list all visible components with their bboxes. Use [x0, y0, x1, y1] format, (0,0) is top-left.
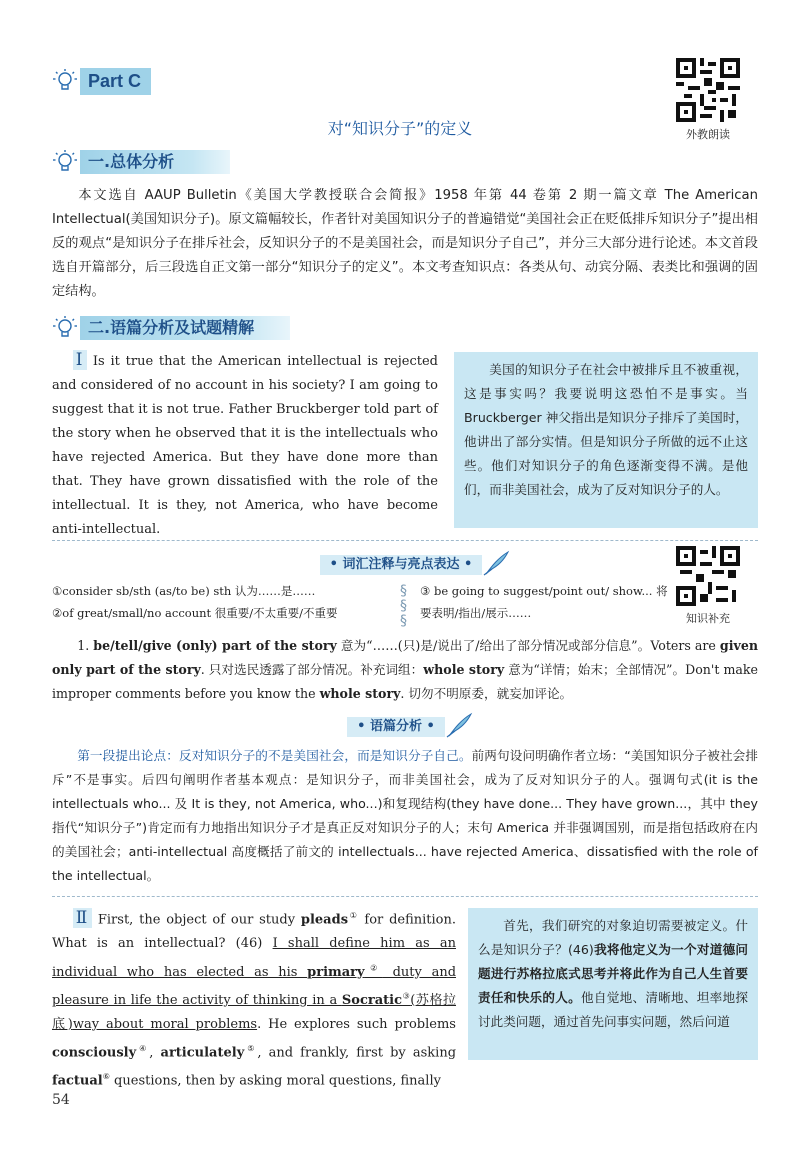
para1-text	[52, 350, 438, 542]
para1-body: Is it true that the American intellectual is rejected and considered of no account in his society? I am going to suggest that it is not true. Father Bruckberger told part of the story when he observed that it is the intellectuals who have rejected America. But they have done more than that. They have grown dissatisfied with the role of the intellectual. It is they, not America, who have become anti-intellectual.	[52, 354, 438, 537]
para2-numeral: Ⅱ	[73, 908, 92, 928]
quill-pen-icon	[445, 712, 473, 742]
note1-num: 1.	[77, 638, 90, 653]
section2-header	[52, 314, 290, 342]
note1-example-start: Voters are	[650, 638, 720, 653]
para2-tr-b: 我将他定义为一个对道德问题进行苏格拉底式思考并将此作为自己人生首要责任和快乐的人。	[478, 942, 749, 1005]
quill-pen-icon	[482, 550, 510, 580]
para2-u3: way about moral problems	[72, 1016, 258, 1032]
vocab-item-3: ③ be going to suggest/point out/ show... 将要表明/指出/展示……	[420, 584, 668, 620]
section1-header	[52, 148, 230, 176]
qr-knowledge[interactable]	[676, 546, 740, 626]
section1-heading: 一.总体分析	[80, 150, 230, 174]
qr-knowledge-caption: 知识补充	[686, 612, 730, 625]
word-factual: factual	[52, 1073, 103, 1089]
note1-meaning: 意为“……(只)是/说出了/给出了部分情况或部分信息”。	[336, 638, 651, 653]
para1-translation: 美国的知识分子在社会中被排斥且不被重视，这是事实吗？我要说明这恐怕不是事实。当 Bruckberger 神父指出是知识分子排斥了美国时，他讲出了部分实情。但是知识分子所做的远不止这些。他们对知识分子的角色逐渐变得不满。是他们，而非美国社会，成为了反对知识分子的人。	[454, 352, 758, 528]
note1-supplement-end: . 切勿不明原委，就妄加评论。	[400, 686, 573, 701]
qr-code-icon	[676, 58, 740, 122]
part-label: Part C	[80, 68, 151, 95]
qr-top-caption: 外教朗读	[686, 128, 730, 141]
para2-s5: , and frankly, first by asking	[257, 1045, 457, 1061]
lightbulb-icon	[52, 149, 78, 175]
para2-u1: I shall define him as an individual who has elected as his	[52, 936, 456, 980]
note1-example-phrase: given only part of the story	[52, 638, 758, 677]
para2-s4: ,	[149, 1045, 161, 1061]
word-primary: primary	[307, 964, 365, 980]
para2-s1: First, the object of our study	[97, 912, 301, 928]
page-title: 对“知识分子”的定义	[327, 119, 473, 138]
vocab-tag: • 词汇注释与亮点表达 •	[320, 555, 483, 575]
page-number: 54	[52, 1092, 70, 1108]
para2-tr-a: 首先，我们研究的对象迫切需要被定义。什么是知识分子？(46)	[478, 918, 748, 957]
vocab-left	[52, 580, 392, 624]
note1-supplement-phrase-2: whole story	[319, 686, 401, 701]
part-header	[52, 66, 151, 96]
qr-code-icon	[676, 546, 740, 606]
para2-text: Ⅱ First, the object of our study pleads① for definition. What is an intellectual? (46) I shall define him as an individual who has elected as his primary② duty and pleasure in life the activity of thinking in a Socratic③(苏格拉底)way about moral problems. He explores such problems consciously④, articulately⑤, and frankly, first by asking factual⑥ questions, then by asking moral questions, finally	[52, 908, 457, 1089]
para2-underlined: I shall define him as an individual who has elected as his primary② duty and pleasure in life the activity of thinking in a Socratic③(苏格拉底)way about moral problems	[52, 936, 457, 1032]
note1-supplement-text: 意为“详情；始末；全部情况”。Don't make improper comments before you know the	[52, 662, 759, 701]
para2-translation	[468, 908, 758, 1060]
section2-heading: 二.语篇分析及试题精解	[80, 316, 290, 340]
lightbulb-icon	[52, 68, 78, 94]
word-consciously: consciously	[52, 1045, 137, 1061]
divider	[52, 540, 758, 541]
note1-supplement-phrase: whole story	[423, 662, 505, 677]
analysis-body: 前两句设问明确作者立场：“美国知识分子被社会排斥”不是事实。后四句阐明作者基本观点：是知识分子，而非美国社会，成为了反对知识分子的人。强调句式(it is the intellectuals who... 及 It is they, not America, who...)和复现结构(they have done... They have grown...，其中 they 指代“知识分子”)肯定而有力地指出知识分子才是真正反对知识分子的人；末句 America 并非强调国别，而是指包括政府在内的美国社会；anti-intellectual 高度概括了前文的 intellectuals... have rejected America、dissatisfied with the role of the intellectual。	[52, 748, 758, 883]
wave-divider-icon: § § §	[400, 583, 407, 629]
note1-example-translation: . 只对选民透露了部分情况。补充词组：	[200, 662, 424, 677]
note1	[52, 634, 758, 706]
word-socratic: Socratic	[341, 992, 403, 1008]
para2-u2: duty and pleasure in life the activity of thinking in a	[52, 964, 457, 1008]
analysis-tag: • 语篇分析 •	[347, 717, 445, 737]
analysis-text	[52, 744, 758, 888]
word-socratic-cn: (苏格拉底)	[52, 992, 457, 1032]
section1-text: 本文选自 AAUP Bulletin《美国大学教授联合会简报》1958 年第 44 卷第 2 期一篇文章 The American Intellectual(美国知识分子)。原文篇幅较长，作者针对美国知识分子的普遍错觉“美国社会正在贬低排斥知识分子”提出相反的观点“是知识分子在排斥社会，反知识分子的不是美国社会，而是知识分子自己”，并分三大部分进行论述。本文首段选自开篇部分，后三段选自正文第一部分“知识分子的定义”。本文考查知识点：各类从句、动宾分隔、表类比和强调的固定结构。	[52, 188, 758, 299]
vocab-item-2: ②of great/small/no account 很重要/不太重要/不重要	[52, 606, 338, 620]
lightbulb-icon	[52, 315, 78, 341]
note1-phrase: be/tell/give (only) part of the story	[93, 638, 337, 653]
para2-tr-c: 他自觉地、清晰地、坦率地探讨此类问题，通过首先问事实问题，然后问道	[478, 990, 749, 1029]
para2-s3: . He explores such problems	[257, 1016, 456, 1032]
analysis-lead: 第一段提出论点：反对知识分子的不是美国社会，而是知识分子自己。	[77, 748, 472, 763]
vocab-item-1: ①consider sb/sth (as/to be) sth 认为……是……	[52, 584, 316, 598]
vocab-tag-wrap	[300, 550, 530, 580]
para1-numeral: Ⅰ	[73, 350, 87, 370]
para2-s6: questions, then by asking moral questions, finally	[109, 1073, 441, 1089]
word-articulately: articulately	[160, 1045, 245, 1061]
para2-s2: for definition. What is an intellectual? (46)	[52, 912, 457, 952]
word-pleads: pleads	[300, 912, 349, 928]
divider	[52, 896, 758, 897]
analysis-tag-wrap	[330, 712, 490, 742]
